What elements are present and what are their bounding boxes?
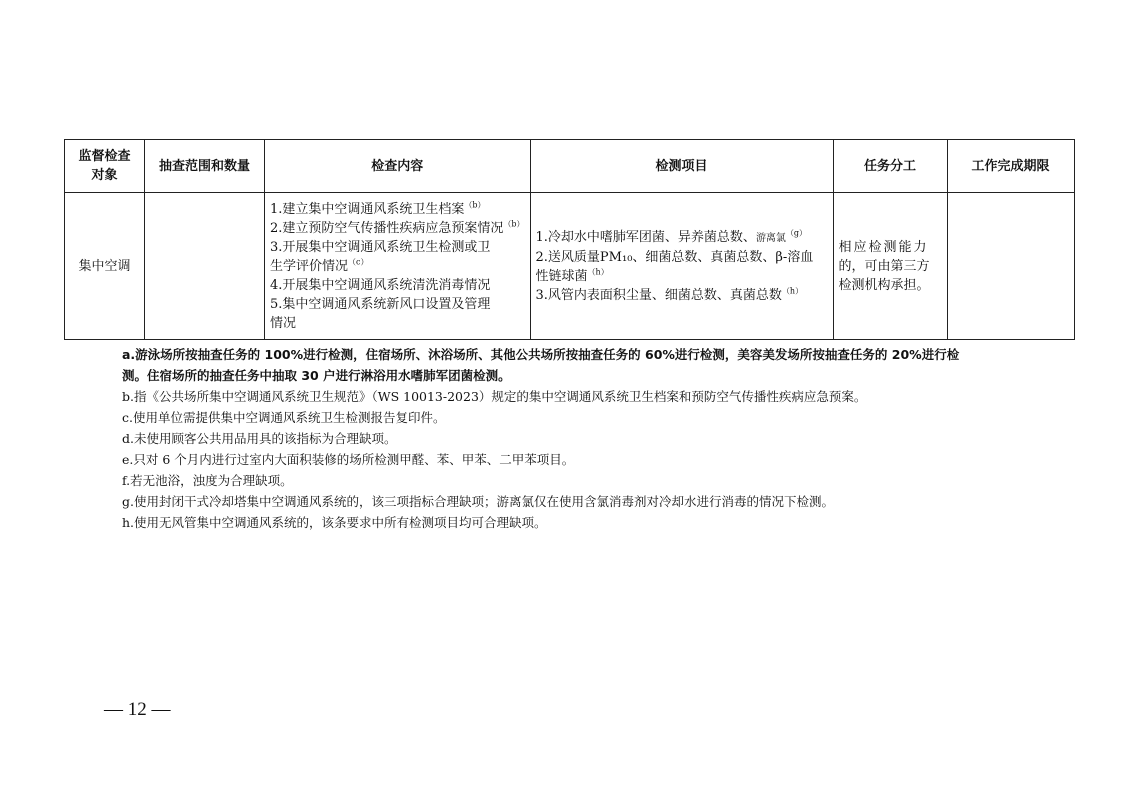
cell-object: 集中空调: [65, 193, 145, 340]
content-line-4: 生学评价情况$^{(c)}$: [270, 257, 369, 274]
content-line-7: 情况: [270, 315, 297, 331]
header-deadline: 工作完成期限: [947, 140, 1074, 193]
test-line-3: 性链球菌$^{(h)}$: [535, 267, 609, 284]
header-tests: 检测项目: [530, 140, 833, 193]
page-number: — 12 —: [104, 699, 171, 720]
note-h: h.使用无风管集中空调通风系统的，该条要求中所有检测项目均可合理缺项。: [122, 515, 547, 530]
note-a-line-2: 测。住宿场所的抽查任务中抽取 30 户进行淋浴用水嗜肺军团菌检测。: [122, 368, 511, 383]
cell-deadline: [947, 193, 1074, 340]
cell-scope: [145, 193, 265, 340]
test-line-4: 3.风管内表面积尘量、细菌总数、真菌总数$^{(h)}$: [535, 286, 804, 303]
content-line-6: 5.集中空调通风系统新风口设置及管理: [270, 296, 491, 312]
note-g: g.使用封闭干式冷却塔集中空调通风系统的，该三项指标合理缺项；游离氯仅在使用含氯消毒剂对冷却水进行消毒的情况下检测。: [122, 494, 834, 509]
footnotes: [122, 344, 1052, 533]
header-scope: 抽查范围和数量: [145, 140, 265, 193]
cell-content: [265, 193, 531, 340]
content-line-1: 1.建立集中空调通风系统卫生档案$^{(b)}$: [270, 200, 486, 217]
content-line-5: 4.开展集中空调通风系统清洗消毒情况: [270, 277, 491, 293]
note-e: e.只对 6 个月内进行过室内大面积装修的场所检测甲醛、苯、甲苯、二甲苯项目。: [122, 452, 575, 467]
note-b: b.指《公共场所集中空调通风系统卫生规范》（WS 10013-2023）规定的集中空调通风系统卫生档案和预防空气传播性疾病应急预案。: [122, 389, 867, 404]
note-f: f.若无池浴，浊度为合理缺项。: [122, 473, 293, 488]
table-row: [65, 193, 1075, 340]
content-line-2: 2.建立预防空气传播性疾病应急预案情况$^{(b)}$: [270, 219, 525, 236]
header-object: 监督检查 对象: [65, 140, 145, 193]
note-c: c.使用单位需提供集中空调通风系统卫生检测报告复印件。: [122, 410, 446, 425]
inspection-table: [64, 139, 1075, 340]
duty-line-1: 相应检测能力: [838, 239, 929, 255]
content-line-3: 3.开展集中空调通风系统卫生检测或卫: [270, 239, 491, 255]
note-d: d.未使用顾客公共用品用具的该指标为合理缺项。: [122, 431, 397, 446]
test-line-2: 2.送风质量PM₁₀、细菌总数、真菌总数、β-溶血: [535, 249, 814, 265]
header-duty: 任务分工: [833, 140, 947, 193]
duty-line-3: 检测机构承担。: [838, 277, 930, 293]
header-content: 检查内容: [265, 140, 531, 193]
duty-line-2: 的，可由第三方: [838, 258, 930, 274]
cell-tests: [530, 193, 833, 340]
cell-duty: [833, 193, 947, 340]
table-header-row: [65, 140, 1075, 193]
test-line-1: 1.冷却水中嗜肺军团菌、异养菌总数、游离氯$^{(g)}$: [535, 228, 808, 245]
note-a-line-1: a.游泳场所按抽查任务的 100%进行检测，住宿场所、沐浴场所、其他公共场所按抽查任务的 60%进行检测，美容美发场所按抽查任务的 20%进行检: [122, 347, 960, 362]
